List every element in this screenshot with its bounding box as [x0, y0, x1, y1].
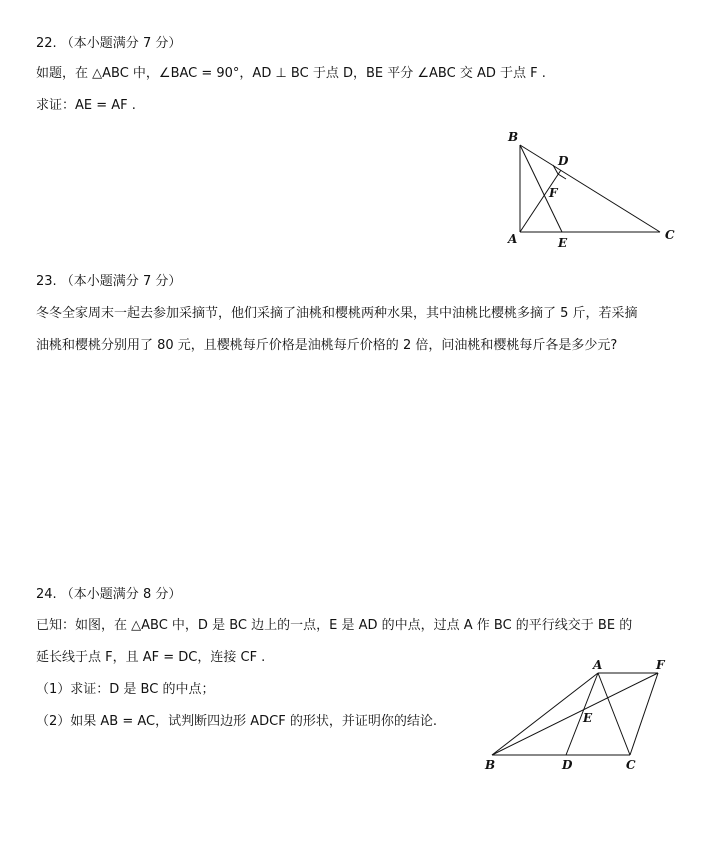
q24-part-1: （1）求证：D 是 BC 的中点； — [36, 682, 215, 697]
q24-label-e: E — [583, 711, 593, 725]
q23-line-1: 冬冬全家周末一起去参加采摘节，他们采摘了油桃和樱桃两种水果，其中油桃比樱桃多摘了 5 斤，若采摘 — [36, 306, 638, 321]
q24-part-2: （2）如果 AB = AC，试判断四边形 ADCF 的形状，并证明你的结论. — [36, 714, 437, 729]
q24-label-f: F — [656, 658, 665, 672]
q23-line-2: 油桃和樱桃分别用了 80 元，且樱桃每斤价格是油桃每斤价格的 2 倍，问油桃和樱桃每斤各是多少元? — [36, 338, 618, 353]
q23-header: 23. （本小题满分 7 分） — [36, 274, 182, 289]
q24-segment-bf — [492, 673, 658, 755]
q24-label-a: A — [593, 658, 603, 672]
q22-label-a: A — [508, 232, 518, 246]
q24-figure — [480, 655, 680, 775]
q22-statement: 如题，在 △ABC 中，∠BAC = 90°，AD ⊥ BC 于点 D，BE 平分 ∠ABC 交 AD 于点 F . — [36, 66, 546, 81]
q24-label-b: B — [485, 758, 496, 772]
q24-line-1: 已知：如图，在 △ABC 中，D 是 BC 边上的一点，E 是 AD 的中点，过点 A 作 BC 的平行线交于 BE 的 — [36, 618, 633, 633]
q22-label-d: D — [558, 154, 569, 168]
q22-figure — [500, 125, 690, 250]
q22-header: 22. （本小题满分 7 分） — [36, 36, 182, 51]
q24-segment-ac — [598, 673, 630, 755]
q22-label-f: F — [549, 186, 558, 200]
q22-segment-ad — [520, 170, 561, 232]
q22-prove: 求证：AE = AF . — [36, 98, 136, 113]
q22-label-c: C — [665, 228, 675, 242]
q24-line-2: 延长线于点 F，且 AF = DC，连接 CF . — [36, 650, 266, 665]
q22-label-b: B — [508, 130, 519, 144]
q22-label-e: E — [558, 236, 568, 250]
q24-label-c: C — [626, 758, 636, 772]
q24-label-d: D — [562, 758, 573, 772]
q24-header: 24. （本小题满分 8 分） — [36, 587, 182, 602]
